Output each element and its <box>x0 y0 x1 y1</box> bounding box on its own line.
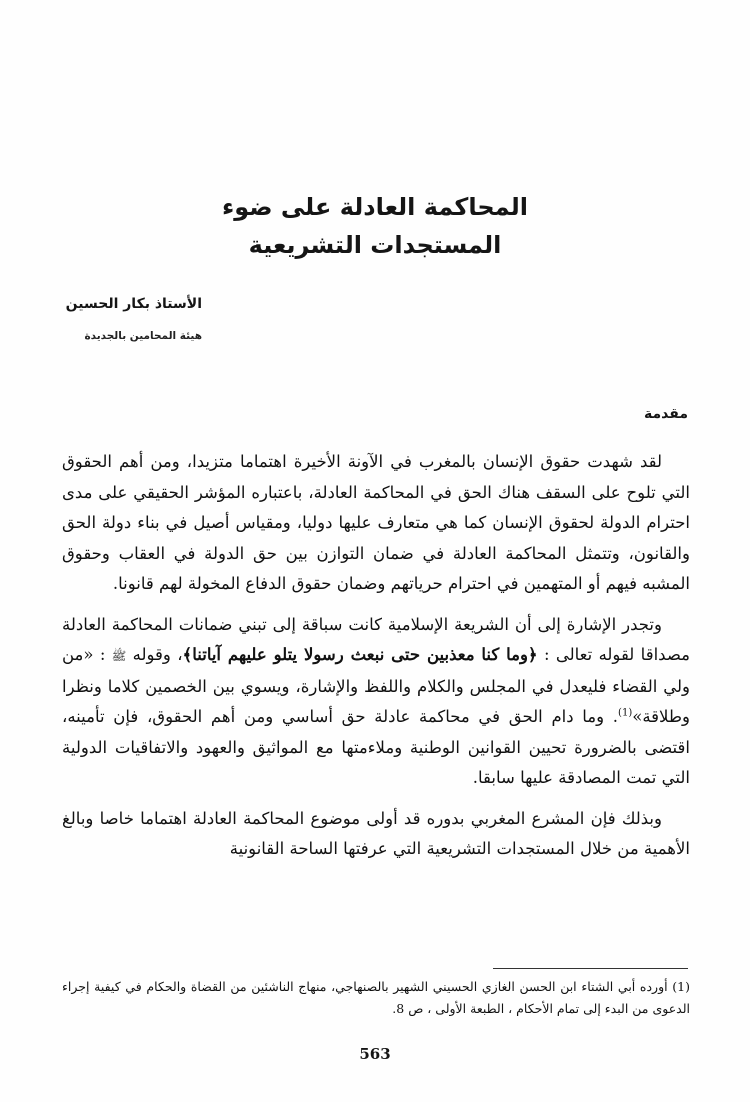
title-line-1: المحاكمة العادلة على ضوء <box>222 193 528 221</box>
paragraph-2-part-d: . وما دام الحق في محاكمة عادلة حق أساسي ومن أهم الحقوق، فإن تأمينه، اقتضى بالضرورة تحيين القوانين الوطنية وملاءمتها مع المواثيق والعهود والاتفاقيات الدولية التي تمت المصادقة عليها سابقا. <box>62 707 690 787</box>
author-affiliation: هيئة المحامين بالجديدة <box>84 330 202 342</box>
body-text <box>62 447 690 865</box>
author-name: الأستاذ بكار الحسين <box>65 296 202 312</box>
paragraph-2-part-c: : «من ولي القضاء فليعدل في المجلس والكلام واللفظ والإشارة، ويسوي بين الخصمين كلاما ونظرا وطلاقة» <box>62 645 690 726</box>
paragraph-1: لقد شهدت حقوق الإنسان بالمغرب في الآونة الأخيرة اهتماما متزيدا، ومن أهم الحقوق التي تلوح على السقف هناك الحق في المحاكمة العادلة، باعتباره المؤشر الحقيقي على مدى احترام الدولة لحقوق الإنسان كما هي متعارف عليها دوليا، ومقياس أصيل في بناء دولة الحق والقانون، وتتمثل المحاكمة العادلة في ضمان التوازن بين حق الدولة في العقاب وحقوق المشبه فيهم أو المتهمين في احترام حرياتهم وضمان حقوق الدفاع المخولة لهم قانونا. <box>62 452 690 593</box>
footnote-reference: (1) <box>618 707 633 719</box>
paragraph-2 <box>62 610 690 794</box>
paragraph-2-part-a: وتجدر الإشارة إلى أن الشريعة الإسلامية كانت سباقة إلى تبني ضمانات المحاكمة العادلة مصداقا لقوله تعالى : <box>62 614 690 664</box>
title-line-2: المستجدات التشريعية <box>248 231 502 259</box>
quran-verse: ﴿وما كنا معذبين حتى نبعث رسولا يتلو عليهم آياتنا﴾ <box>182 645 538 664</box>
paragraph-2-part-b: ، وقوله <box>126 645 183 664</box>
paragraph-3: وبذلك فإن المشرع المغربي بدوره قد أولى موضوع المحاكمة العادلة اهتماما خاصا وبالغ الأهمية من خلال المستجدات التشريعية التي عرفتها الساحة القانونية <box>62 808 690 858</box>
footnote-divider <box>493 968 688 969</box>
salla-symbol: ﷺ <box>111 649 127 663</box>
section-heading: مقدمة <box>644 406 688 422</box>
page-number: 563 <box>359 1045 391 1063</box>
footnote: (1) أورده أبي الشتاء ابن الحسن الغازي الحسيني الشهير بالصنهاجي، منهاج الناشئين من القضاة والحكام في كيفية إجراء الدعوى من البدء إلى تمام الأحكام ، الطبعة الأولى ، ص 8. <box>62 979 690 1016</box>
page-title <box>0 188 750 264</box>
